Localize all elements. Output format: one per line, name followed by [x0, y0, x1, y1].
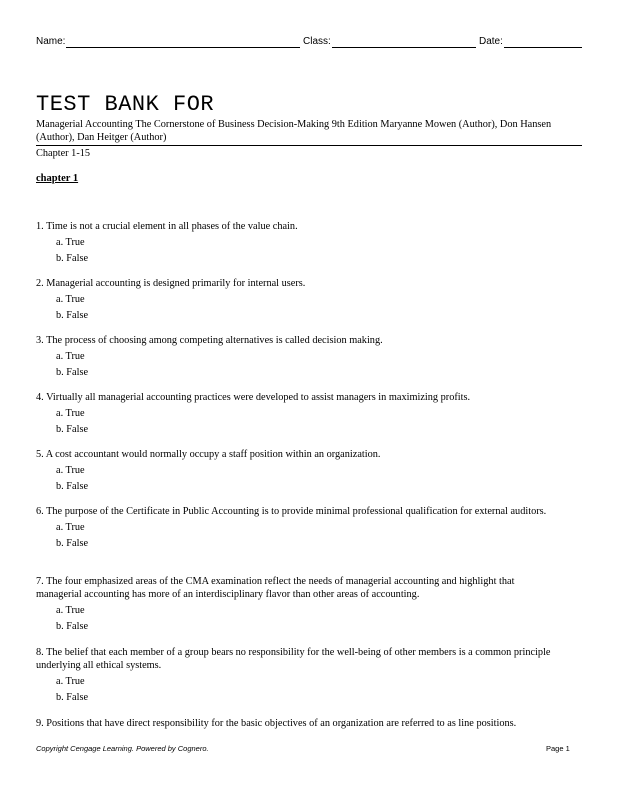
answer-option: a. True [56, 465, 85, 476]
answer-option: a. True [56, 408, 85, 419]
book-subtitle: Managerial Accounting The Cornerstone of Business Decision-Making 9th Edition Maryanne Mowen (Author), Don Hansen (Author), Dan Heitger (Author) [36, 119, 552, 143]
question-stem: 7. The four emphasized areas of the CMA examination reflect the needs of managerial accounting and highlight that managerial accounting has more of an interdisciplinary flavor than other areas of accounting. [36, 576, 515, 600]
date-blank-line [504, 47, 582, 48]
chapter-range: Chapter 1-15 [36, 148, 91, 159]
answer-option: a. True [56, 351, 85, 362]
answer-option: a. True [56, 237, 85, 248]
chapter-heading: chapter 1 [36, 173, 79, 184]
question-item [36, 576, 556, 633]
question-item [36, 278, 556, 323]
question-stem: 8. The belief that each member of a group bears no responsibility for the well-being of other members is a common principle underlying all ethical systems. [36, 647, 551, 671]
question-stem: 6. The purpose of the Certificate in Public Accounting is to provide minimal professional qualification for external auditors. [36, 506, 547, 517]
question-item [36, 449, 556, 494]
footer-copyright: Copyright Cengage Learning. Powered by Cognero. [36, 744, 209, 753]
question-stem: 3. The process of choosing among competing alternatives is called decision making. [36, 335, 383, 346]
answer-option: b. False [56, 367, 89, 378]
class-label: Class: [303, 36, 331, 47]
answer-option: b. False [56, 538, 89, 549]
answer-option: b. False [56, 481, 89, 492]
question-stem: 1. Time is not a crucial element in all phases of the value chain. [36, 221, 298, 232]
answer-option: a. True [56, 675, 85, 687]
name-blank-line [66, 47, 300, 48]
name-label: Name: [36, 36, 66, 47]
answer-option: a. True [56, 604, 85, 616]
question-stem: 5. A cost accountant would normally occupy a staff position within an organization. [36, 449, 381, 460]
answer-option: b. False [56, 620, 89, 632]
answer-option: b. False [56, 310, 89, 321]
question-stem: 9. Positions that have direct responsibility for the basic objectives of an organization are referred to as line positions. [36, 718, 517, 729]
question-item [36, 221, 556, 266]
class-blank-line [332, 47, 476, 48]
question-item [36, 647, 556, 704]
student-info-bar [36, 35, 582, 51]
question-stem: 4. Virtually all managerial accounting practices were developed to assist managers in maximizing profits. [36, 392, 471, 403]
question-stem: 2. Managerial accounting is designed primarily for internal users. [36, 278, 306, 289]
answer-option: a. True [56, 294, 85, 305]
answer-option: a. True [56, 522, 85, 533]
answer-option: b. False [56, 253, 89, 264]
question-item [36, 718, 596, 731]
title-divider [36, 145, 582, 146]
page-title: TEST BANK FOR [36, 92, 215, 117]
answer-option: b. False [56, 691, 89, 703]
date-label: Date: [479, 36, 503, 47]
question-item [36, 506, 556, 551]
question-item [36, 392, 556, 437]
footer-page-number: Page 1 [546, 744, 570, 753]
question-item [36, 335, 556, 380]
answer-option: b. False [56, 424, 89, 435]
